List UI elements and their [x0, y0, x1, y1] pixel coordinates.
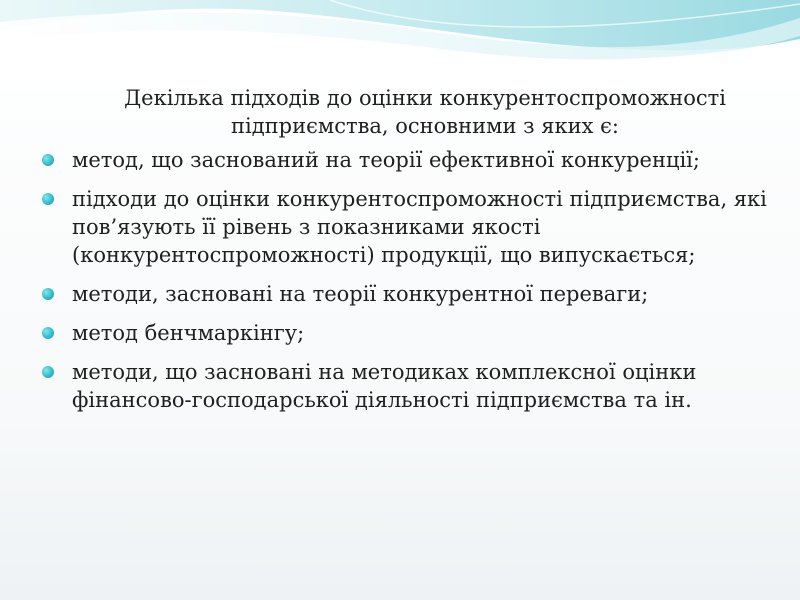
list-item	[40, 146, 780, 174]
list-item	[40, 280, 780, 308]
bullet-icon	[42, 366, 54, 378]
header-wave-decoration	[0, 0, 800, 90]
bullet-icon	[42, 154, 54, 166]
list-item-text: метод бенчмаркінгу;	[72, 321, 305, 345]
bullet-icon	[42, 327, 54, 339]
bullet-icon	[42, 288, 54, 300]
list-item	[40, 185, 780, 269]
list-item-text: методи, засновані на теорії конкурентної переваги;	[72, 282, 649, 306]
approaches-list	[40, 146, 780, 414]
list-item-text: методи, що засновані на методиках комплексної оцінки фінансово-господарської діяльності підприємства та ін.	[72, 360, 697, 412]
bullet-icon	[42, 193, 54, 205]
list-item	[40, 319, 780, 347]
list-item-text: метод, що заснований на теорії ефективної конкуренції;	[72, 148, 700, 172]
slide-content	[40, 84, 780, 425]
intro-text: Декілька підходів до оцінки конкурентоспроможності підприємства, основними з яких є:	[124, 86, 726, 138]
list-item-text: підходи до оцінки конкурентоспроможності підприємства, які пов’язують її рівень з показниками якості (конкурентоспроможності) продукції, що випускається;	[72, 187, 767, 267]
list-item	[40, 358, 780, 414]
